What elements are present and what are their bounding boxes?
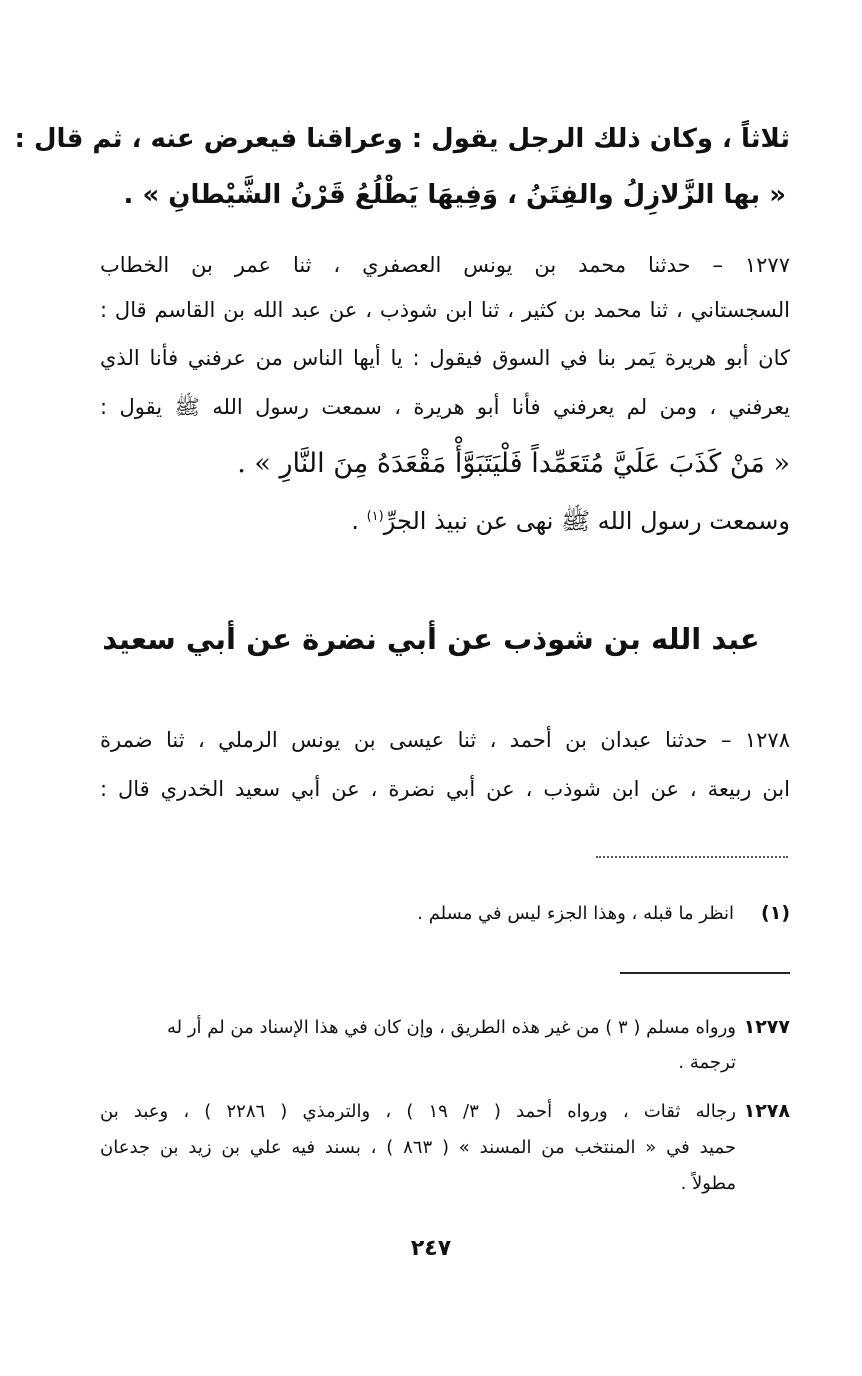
top-text-line-1: ثلاثاً ، وكان ذلك الرجل يقول : وعراقنا فيعرض عنه ، ثم قال : (14, 124, 790, 154)
note-1277-line-2: ترجمة . (678, 1052, 736, 1073)
top-text-line-2: « بها الزَّلازِلُ والفِتَنُ ، وَفِيهَا يَطْلُعُ قَرْنُ الشَّيْطانِ » . (123, 180, 786, 210)
note-1277-number: ١٢٧٧ (743, 1016, 790, 1038)
section-heading: عبد الله بن شوذب عن أبي نضرة عن أبي سعيد (102, 622, 760, 656)
note-1278-number: ١٢٧٨ (743, 1100, 790, 1122)
footnote-ref: (١) (366, 509, 384, 524)
note-1278-line-2: حميد في « المنتخب من المسند » ( ٨٦٣ ) ، بسند فيه علي بن زيد بن جدعان (100, 1137, 736, 1158)
hadith-1277-line-2: السجستاني ، ثنا محمد بن كثير ، ثنا ابن شوذب ، عن عبد الله بن القاسم قال : (100, 298, 790, 322)
hadith-1277-line-3: كان أبو هريرة يَمر بنا في السوق فيقول : يا أيها الناس من عرفني فأنا الذي (100, 346, 790, 370)
page-number: ٢٤٧ (410, 1236, 452, 1261)
hadith-1278-line-2: ابن ربيعة ، عن ابن شوذب ، عن أبي نضرة ، عن أبي سعيد الخدري قال : (100, 777, 790, 801)
note-1278-line-1: رجاله ثقات ، ورواه أحمد ( ٣/ ١٩ ) ، والترمذي ( ٢٢٨٦ ) ، وعبد بن (100, 1101, 737, 1122)
footnote-number: (١) (761, 902, 790, 924)
hadith-quote: « مَنْ كَذَبَ عَلَيَّ مُتَعَمِّداً فَلْيَتَبَوَّأْ مَقْعَدَهُ مِنَ النَّارِ » . (237, 448, 790, 479)
notes-rule (620, 972, 790, 974)
hadith-1278-line-1: ١٢٧٨ – حدثنا عبدان بن أحمد ، ثنا عيسى بن يونس الرملي ، ثنا ضمرة (100, 728, 790, 752)
hadith-1277-line-4: يعرفني ، ومن لم يعرفني فأنا أبو هريرة ، سمعت رسول الله ﷺ يقول : (100, 395, 790, 419)
note-1277-line-1: ورواه مسلم ( ٣ ) من غير هذه الطريق ، وإن كان في هذا الإسناد من لم أر له (166, 1017, 736, 1038)
last-line-text: وسمعت رسول الله ﷺ نهى عن نبيذ الجرِّ (383, 507, 790, 535)
dotted-separator (596, 856, 788, 858)
last-line-end: . (351, 507, 367, 535)
note-1278-line-3: مطولاً . (680, 1173, 736, 1194)
footnote-text: انظر ما قبله ، وهذا الجزء ليس في مسلم . (417, 903, 734, 924)
hadith-1277-line-1: ١٢٧٧ – حدثنا محمد بن يونس العصفري ، ثنا عمر بن الخطاب (100, 253, 790, 277)
hadith-1277-last-line (100, 506, 790, 541)
